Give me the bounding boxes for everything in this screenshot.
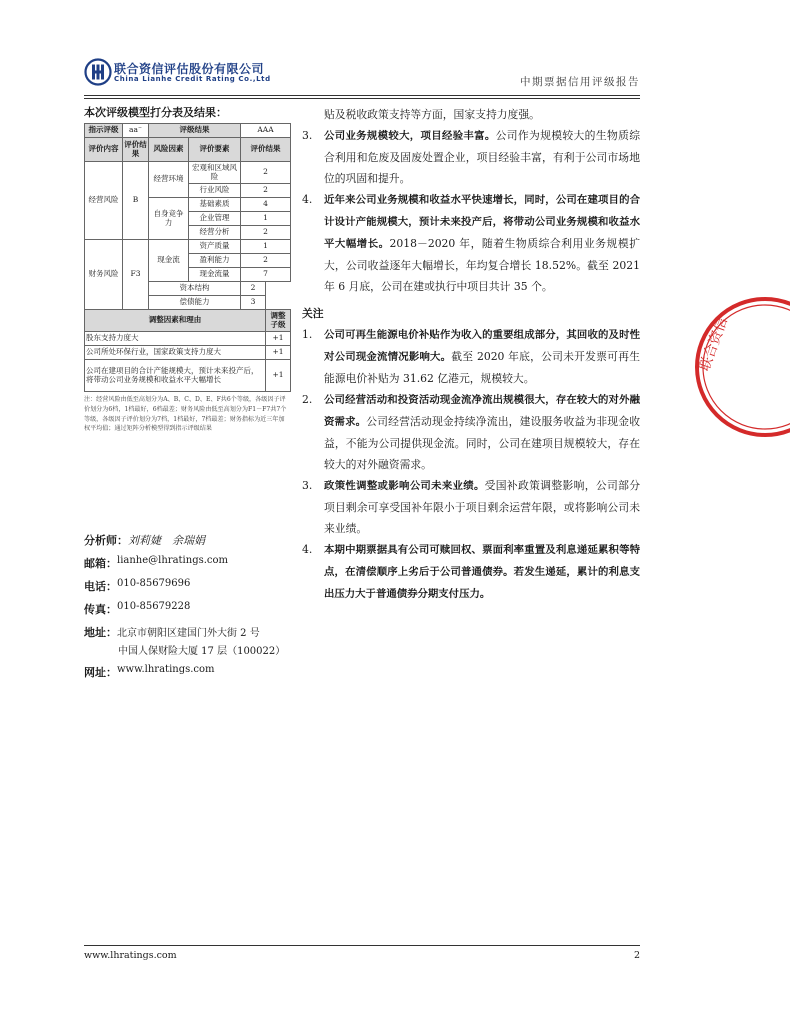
table-row — [85, 360, 291, 392]
header-divider — [84, 95, 640, 96]
business-risk-result: B — [123, 162, 149, 240]
company-name-cn: 联合资信评估股份有限公司 — [114, 62, 265, 76]
rating-model-table — [84, 123, 291, 392]
item-number: 1. — [302, 328, 313, 341]
address-row — [84, 624, 294, 640]
element-label: 基础素质 — [189, 198, 241, 212]
comp-factor: 自身竞争力 — [149, 198, 189, 240]
item-number: 4. — [302, 543, 313, 556]
env-factor: 经营环境 — [149, 162, 189, 198]
element-score: 2 — [241, 226, 291, 240]
grade-label: 指示评级 — [85, 124, 123, 138]
table-row — [85, 310, 291, 332]
left-column — [84, 104, 290, 434]
rating-model-title: 本次评级模型打分表及结果： — [84, 106, 227, 119]
fax-row — [84, 601, 294, 617]
address-line2: 中国人保财险大厦 17 层（100022） — [118, 646, 286, 657]
col-element-result: 评价结果 — [241, 138, 291, 162]
item-text: 公司作为规模较大的生物质综合利用和危废及固废处置企业，项目经验丰富，有利于公司市场地位的巩固和提升。 — [324, 129, 641, 185]
rating-note: 注：经营风险由低至高划分为A、B、C、D、E、F共6个等级，各级因子评价划分为6档，1档最好，6档最差；财务风险由低至高划分为F1－F7共7个等级，各级因子评价划分为7档，1档最好，7档最差；财务指标为近三年加权平均值；通过矩阵分析模型得到指示评级结果 — [84, 396, 287, 433]
element-score: 7 — [241, 268, 291, 282]
analysts-row — [84, 532, 294, 548]
table-row — [85, 346, 291, 360]
item-bold: 政策性调整或影响公司未来业绩。 — [324, 480, 485, 492]
footer-divider — [84, 945, 640, 946]
item-number: 4. — [302, 193, 313, 206]
table-row — [85, 240, 291, 254]
result-label: 评级结果 — [149, 124, 241, 138]
item-number: 3. — [302, 479, 313, 492]
adjust-reason: 公司在建项目的合计产能规模大，预计未来投产后，将带动公司业务规模和收益水平大幅增长 — [85, 360, 266, 392]
element-label: 宏观和区域风险 — [189, 162, 241, 184]
lianhe-logo-icon — [84, 58, 112, 86]
report-type: 中期票据信用评级报告 — [520, 76, 640, 88]
adjust-grade-header: 调整子级 — [266, 310, 291, 332]
element-score: 3 — [241, 296, 266, 310]
element-label: 企业管理 — [189, 212, 241, 226]
concern-item — [302, 389, 640, 475]
grade-value: aa⁻ — [123, 124, 149, 138]
business-risk-label: 经营风险 — [85, 162, 123, 240]
element-label: 盈利能力 — [189, 254, 241, 268]
address-row-2 — [84, 642, 294, 657]
adjust-reason: 股东支持力度大 — [85, 332, 266, 346]
item-bold: 近年来公司业务规模和收益水平快速增长，同时，公司在建项目的合计设计产能规模大，预计未来投产后，将带动公司业务规模和收益水平大幅增长。 — [324, 194, 640, 250]
seal-text: 联合资信 — [696, 315, 731, 374]
element-label: 行业风险 — [189, 184, 241, 198]
address-label: 地址： — [84, 626, 117, 639]
item-text: 公司经营活动现金持续净流出，建设服务收益为非现金收益，不能为公司提供现金流。同时，公司在建项目规模较大，存在较大的对外融资需求。 — [324, 415, 641, 471]
fax-value: 010-85679228 — [117, 601, 191, 612]
company-seal-stamp — [690, 292, 790, 442]
element-label: 经营分析 — [189, 226, 241, 240]
item-number: 2. — [302, 393, 313, 406]
element-label: 资产质量 — [189, 240, 241, 254]
element-label: 资本结构 — [149, 282, 241, 296]
item-number: 3. — [302, 129, 313, 142]
item-text: 2018－2020 年，随着生物质综合利用业务规模扩大，公司收益逐年大幅增长，年均复合增长 18.52%。截至 2021 年 6 月底，公司在建或执行中项目共计 35 个。 — [324, 237, 641, 293]
concern-item — [302, 324, 640, 389]
element-score: 2 — [241, 254, 291, 268]
phone-label: 电话： — [84, 580, 117, 593]
col-factor: 风险因素 — [149, 138, 189, 162]
concern-item — [302, 475, 640, 539]
right-column — [302, 104, 640, 605]
element-score: 1 — [241, 212, 291, 226]
element-score: 1 — [241, 240, 291, 254]
address-line1: 北京市朝阳区建国门外大街 2 号 — [117, 628, 260, 639]
website-link[interactable]: www.lhratings.com — [117, 664, 215, 675]
strength-item — [302, 189, 640, 297]
email-label: 邮箱： — [84, 557, 117, 570]
element-score: 2 — [241, 162, 291, 184]
adjust-reason-header: 调整因素和理由 — [85, 310, 266, 332]
table-row — [85, 138, 291, 162]
page-header — [84, 58, 640, 92]
col-element: 评价要素 — [189, 138, 241, 162]
fax-label: 传真： — [84, 603, 117, 616]
header-divider-thin — [84, 98, 640, 99]
contact-block — [84, 532, 294, 687]
item-bold: 公司业务规模较大，项目经验丰富。 — [324, 130, 496, 142]
adjust-value: +1 — [266, 332, 291, 346]
company-name-en: China Lianhe Credit Rating Co.,Ltd — [114, 75, 271, 83]
website-label: 网址： — [84, 666, 117, 679]
item-text: 截至 2020 年底，公司未开发票可再生能源电价补贴为 31.62 亿港元，规模较大。 — [324, 350, 641, 385]
result-value: AAA — [241, 124, 291, 138]
continued-paragraph: 贴及税收政策支持等方面，国家支持力度强。 — [324, 108, 540, 121]
adjust-value: +1 — [266, 360, 291, 392]
adjust-reason: 公司所处环保行业，国家政策支持力度大 — [85, 346, 266, 360]
email-row — [84, 555, 294, 571]
concerns-heading: 关注 — [302, 307, 324, 320]
element-label: 现金流量 — [189, 268, 241, 282]
analysts-label: 分析师： — [84, 534, 128, 547]
table-row — [85, 162, 291, 184]
financial-risk-result: F3 — [123, 240, 149, 310]
analysts-names: 刘莉婕 余瑞娟 — [128, 534, 205, 547]
phone-row — [84, 578, 294, 594]
financial-risk-label: 财务风险 — [85, 240, 123, 310]
element-score: 4 — [241, 198, 291, 212]
item-bold: 公司可再生能源电价补贴作为收入的重要组成部分，其回收的及时性对公司现金流情况影响大。 — [324, 329, 640, 363]
item-bold: 公司经营活动和投资活动现金流净流出规模很大，存在较大的对外融资需求。 — [324, 394, 640, 428]
item-bold: 本期中期票据具有公司可赎回权、票面利率重置及利息递延累积等特点，在清偿顺序上劣后于公司普通债券。若发生递延，累计的利息支出压力大于普通债券分期支付压力。 — [324, 544, 640, 600]
concern-item — [302, 539, 640, 605]
item-text: 受国补政策调整影响，公司部分项目剩余可享受国补年限小于项目剩余运营年限，或将影响公司未来业绩。 — [324, 479, 640, 535]
element-score: 2 — [241, 282, 266, 296]
element-score: 2 — [241, 184, 291, 198]
adjust-value: +1 — [266, 346, 291, 360]
col-content: 评价内容 — [85, 138, 123, 162]
footer-website[interactable]: www.lhratings.com — [84, 950, 177, 961]
table-row — [85, 332, 291, 346]
element-label: 偿债能力 — [149, 296, 241, 310]
col-result: 评价结果 — [123, 138, 149, 162]
strength-item — [302, 125, 640, 189]
table-row — [85, 124, 291, 138]
email-link[interactable]: lianhe@lhratings.com — [117, 555, 229, 566]
page-number: 2 — [633, 950, 640, 961]
phone-value: 010-85679696 — [117, 578, 191, 589]
website-row — [84, 664, 294, 680]
cash-factor: 现金流 — [149, 240, 189, 282]
